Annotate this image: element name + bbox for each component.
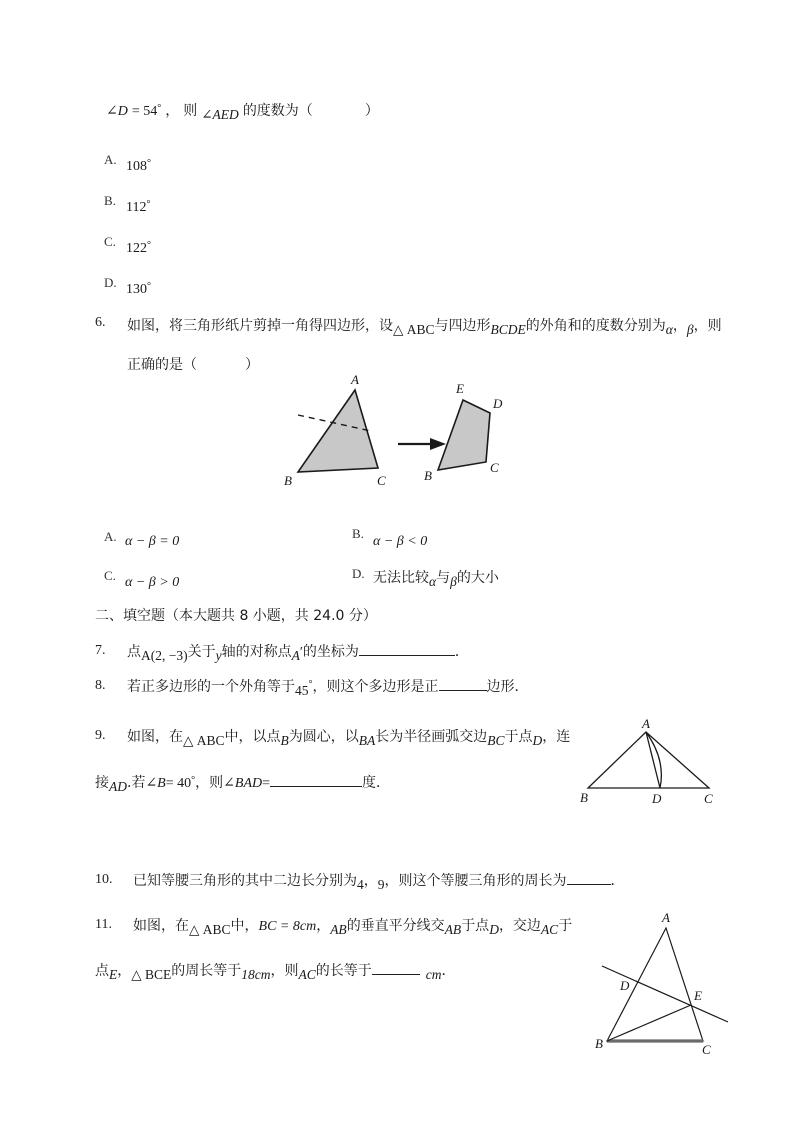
q11-label-D: D: [620, 978, 630, 993]
q5-then: 则: [183, 103, 198, 119]
q9-text-a: 如图，在: [127, 729, 183, 745]
q7-answer-blank[interactable]: [359, 643, 455, 656]
q9-text-c: 为圆心，以: [288, 729, 359, 745]
q8-value-45: 45: [295, 682, 309, 698]
segment-ad-line: [646, 732, 660, 788]
degree-icon: °: [191, 775, 196, 786]
q6-number: 6.: [95, 315, 106, 330]
q11-segment-ac-2: AC: [298, 966, 316, 982]
q6-figure: [278, 372, 528, 497]
q11-bc-value: BC = 8cm: [258, 919, 317, 934]
q8-text-b: ，则这个多边形是正: [312, 679, 439, 695]
q7-text-a: 点: [127, 644, 141, 660]
q5-option-a-number: 108: [126, 159, 147, 174]
q9-figure: [578, 718, 728, 810]
q6-option-b-text[interactable]: [373, 532, 427, 550]
q9-l2-text-a: 接: [95, 775, 109, 791]
q9-text-d: 长为半径画弧交边: [375, 729, 488, 745]
section-2-heading: [95, 605, 377, 625]
q6-line2-close-paren: ）: [245, 357, 259, 373]
q6-alpha: α: [665, 321, 673, 337]
q6-text-d: ，则: [693, 318, 722, 334]
q6-option-a-expr: α − β = 0: [125, 534, 180, 549]
q10-value-1: 4: [357, 876, 364, 892]
q6-option-a-text[interactable]: [125, 532, 179, 550]
q5-degree-sign: °: [157, 103, 162, 114]
q9-angle-b-value: = 40: [165, 776, 192, 791]
q5-stem-line: [106, 100, 379, 120]
q7-text-b: 关于: [187, 644, 216, 660]
q6-option-d-text[interactable]: [373, 567, 499, 587]
q9-stem-line-2: [95, 772, 390, 792]
q6-text-b: 与四边形: [434, 318, 491, 334]
degree-icon: °: [308, 679, 313, 690]
q5-option-d-number: 130: [126, 282, 147, 297]
label-D-right: D: [493, 396, 503, 411]
q11-triangle-bce: △ BCE: [131, 966, 172, 982]
degree-icon: °: [147, 158, 151, 169]
q5-option-b-letter[interactable]: B.: [104, 193, 116, 208]
q11-figure: [578, 900, 758, 1085]
q9-text-b: 中，以点: [224, 729, 281, 745]
label-B-left: B: [284, 473, 292, 488]
q7-point-a: A(2, −3): [141, 647, 188, 663]
q9-l2-text-d: 度．: [362, 775, 391, 791]
q11-period: ．: [441, 964, 456, 979]
q11-l2-text-e: 的长等于: [315, 963, 372, 979]
q9-equals: =: [262, 776, 271, 791]
q10-text-b: ，则这个等腰三角形的周长为: [384, 873, 567, 889]
q11-l2-text-a: 点: [95, 963, 109, 979]
q11-point-e: E: [109, 966, 118, 982]
q9-answer-blank[interactable]: [270, 774, 362, 787]
label-C-left: C: [377, 473, 386, 488]
q10-text-a: 已知等腰三角形的其中二边长分别为: [133, 873, 357, 889]
q5-option-a-value[interactable]: [126, 157, 151, 175]
q9-triangle-abc: △ ABC: [183, 732, 225, 748]
q6-option-a-letter[interactable]: A.: [104, 529, 117, 544]
q11-stem-line-2: [95, 960, 456, 980]
q11-answer-blank[interactable]: [372, 962, 420, 975]
q11-perimeter-value: 18cm: [241, 966, 271, 982]
q10-stem: [133, 870, 625, 890]
segment-be-line: [607, 1005, 691, 1041]
q7-text-d: 的坐标为: [302, 644, 359, 660]
triangle-arc-diagram: [578, 718, 728, 810]
q11-text-c: ，: [316, 918, 331, 934]
q9-point-b: B: [280, 732, 289, 748]
q11-stem-line-1: [133, 915, 572, 935]
q9-stem-line-1: [127, 726, 570, 746]
degree-icon: °: [147, 240, 151, 251]
q11-text-d: 的垂直平分线交: [346, 918, 445, 934]
q9-segment-ad: AD: [109, 778, 127, 794]
q7-point-a-prime: A: [291, 647, 300, 663]
q9-l2-text-b: .若: [127, 775, 146, 791]
q9-angle-b: ∠B: [145, 776, 166, 791]
q9-angle-bad: ∠BAD: [223, 776, 263, 791]
left-triangle-shape: [298, 390, 378, 472]
q11-text-a: 如图，在: [133, 918, 189, 934]
q7-text-c: 轴的对称点: [221, 644, 292, 660]
q6-option-d-mid: 与: [436, 570, 451, 586]
q11-label-A: A: [662, 910, 670, 925]
q11-l2-text-d: ，则: [270, 963, 299, 979]
transform-arrow-icon: [398, 438, 446, 450]
q5-option-c-number: 122: [126, 241, 147, 256]
q11-l2-text-b: ，: [117, 963, 132, 979]
q6-line2-text: 正确的是（: [127, 357, 197, 373]
degree-icon: °: [146, 199, 151, 210]
q5-option-a-letter[interactable]: A.: [104, 152, 117, 167]
q9-label-B: B: [580, 790, 588, 805]
label-E-right: E: [456, 381, 464, 396]
q11-text-g: 于: [558, 918, 573, 934]
q6-option-b-letter[interactable]: B.: [352, 526, 364, 541]
q5-equation: = 54: [131, 104, 158, 119]
q9-label-D: D: [652, 791, 662, 806]
q6-option-c-text[interactable]: [125, 573, 179, 591]
q6-stem-line-1: [127, 315, 722, 335]
q9-number: 9.: [95, 728, 106, 743]
section-2-heading-text: 二、填空题（本大题共 8 小题，共 24.0 分）: [95, 608, 377, 624]
q10-answer-blank[interactable]: [567, 872, 611, 885]
label-A-left: A: [351, 372, 359, 387]
q11-point-d: D: [489, 921, 499, 937]
q6-option-c-letter[interactable]: C.: [104, 568, 116, 583]
q10-number: 10.: [95, 872, 113, 887]
q9-segment-ba: BA: [358, 732, 376, 748]
q6-text-c: 的外角和的度数分别为: [525, 318, 666, 334]
q5-option-b-value[interactable]: [126, 198, 150, 216]
q5-option-b-number: 112: [126, 200, 147, 215]
q11-text-f: ，交边: [498, 918, 541, 934]
q5-option-d-value[interactable]: [126, 280, 151, 298]
q7-stem: [127, 641, 469, 661]
q11-segment-ac: AC: [540, 921, 559, 937]
q11-label-B: B: [595, 1036, 603, 1051]
q5-option-c-value[interactable]: [126, 239, 151, 257]
q9-label-A: A: [642, 716, 650, 731]
q6-beta: β: [686, 321, 694, 337]
q5-option-d-letter[interactable]: D.: [104, 275, 117, 290]
q11-label-E: E: [694, 988, 702, 1003]
q7-number: 7.: [95, 643, 106, 658]
q7-prime-mark: ′: [299, 645, 303, 660]
q10-comma: ，: [363, 873, 378, 889]
q8-text-c: 边形．: [486, 679, 529, 695]
q9-text-e: 于点: [504, 729, 533, 745]
q5-stem-rest: 的度数为（: [242, 103, 313, 119]
q11-segment-ab-2: AB: [444, 921, 462, 937]
q6-option-d-pre: 无法比较: [373, 570, 429, 586]
q9-segment-bc: BC: [487, 732, 505, 748]
q5-angle-aed: ∠AED: [201, 106, 239, 122]
q11-label-C: C: [702, 1042, 711, 1057]
q8-answer-blank[interactable]: [439, 678, 487, 691]
q6-option-d-letter[interactable]: D.: [352, 566, 365, 581]
q9-point-d: D: [532, 732, 543, 748]
q6-quad-bcde: BCDE: [490, 321, 526, 337]
q11-triangle-abc: △ ABC: [189, 921, 231, 937]
q9-label-C: C: [704, 791, 713, 806]
q9-text-f: ，连: [542, 729, 571, 745]
q8-text-a: 若正多边形的一个外角等于: [127, 679, 295, 695]
q11-l2-text-c: 的周长等于: [171, 963, 242, 979]
q7-period: ．: [454, 645, 469, 660]
degree-icon: °: [147, 281, 151, 292]
q6-text-a: 如图，将三角形纸片剪掉一角得四边形，设: [127, 318, 393, 334]
label-C-right: C: [490, 460, 499, 475]
q6-comma-1: ，: [672, 318, 687, 334]
triangle-cut-diagram: [278, 372, 528, 497]
q11-segment-ab: AB: [330, 921, 347, 937]
q8-stem: [127, 676, 529, 696]
q10-value-2: 9: [377, 876, 385, 892]
perpendicular-bisector-diagram: [578, 900, 758, 1085]
q6-option-d-alpha: α: [429, 573, 437, 589]
q5-option-c-letter[interactable]: C.: [104, 234, 116, 249]
label-B-right: B: [424, 468, 432, 483]
q5-stem-close-paren: ）: [364, 103, 379, 119]
q8-number: 8.: [95, 678, 106, 693]
q6-triangle-abc: △ ABC: [393, 321, 435, 337]
q6-option-b-expr: α − β < 0: [373, 534, 428, 549]
q11-number: 11.: [95, 917, 112, 932]
q6-option-d-beta: β: [450, 573, 457, 589]
q11-unit-cm: cm: [425, 966, 442, 982]
q11-text-e: 于点: [461, 918, 490, 934]
q6-stem-line-2: [127, 354, 259, 374]
q9-l2-text-c: ，则: [195, 775, 224, 791]
q10-period: ．: [610, 874, 625, 889]
q7-axis-y: y: [215, 647, 222, 663]
q6-option-c-expr: α − β > 0: [125, 575, 180, 590]
q5-angle-d: ∠D: [106, 104, 128, 119]
q5-comma: ，: [165, 103, 180, 119]
q6-option-d-post: 的大小: [456, 570, 499, 586]
q11-text-b: 中，: [230, 918, 259, 934]
right-quadrilateral-shape: [438, 400, 490, 470]
